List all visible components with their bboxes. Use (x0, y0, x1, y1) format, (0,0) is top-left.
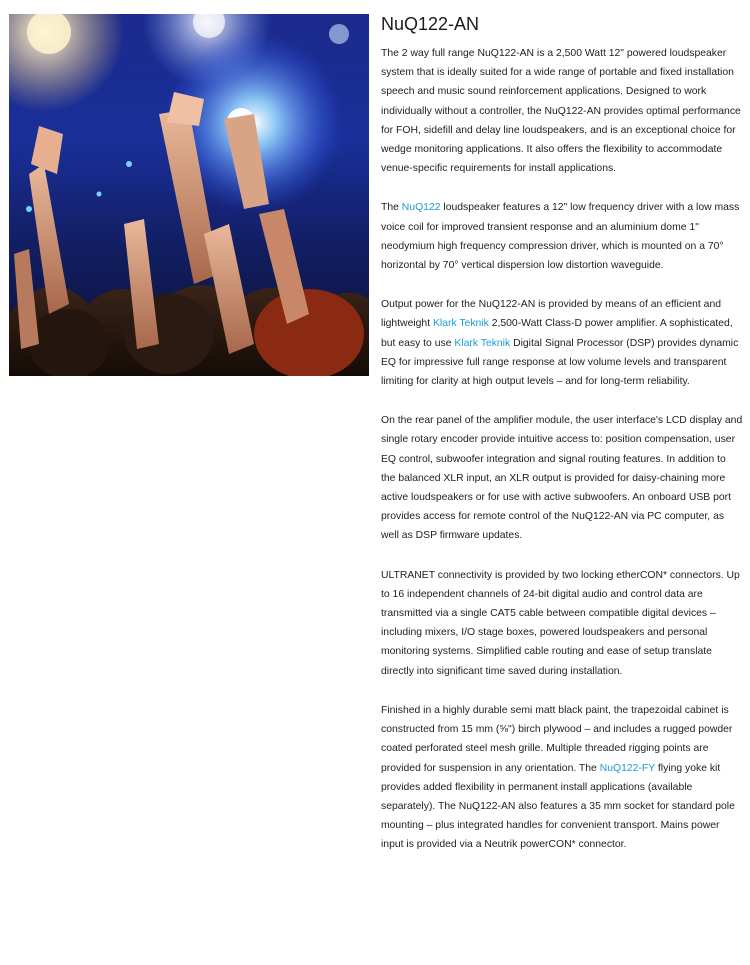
product-description (381, 10, 743, 875)
concert-photo (9, 14, 369, 376)
paragraph-drivers (381, 198, 743, 275)
paragraph-text: Finished in a highly durable semi matt black paint, the trapezoidal cabinet is constructed from 15 mm (⅝") birch plywood – and includes a rugged powder coated perforated steel mesh grille. Multiple threaded rigging points are provided for suspension in any orientation. The (381, 704, 733, 774)
klark-teknik-link[interactable]: Klark Teknik (454, 337, 511, 349)
concert-photo-icon (9, 14, 369, 376)
paragraph-amplifier (381, 295, 743, 391)
nuq122-link[interactable]: NuQ122 (401, 202, 441, 214)
klark-teknik-link[interactable]: Klark Teknik (432, 318, 489, 330)
paragraph-text: On the rear panel of the amplifier module, the user interface's LCD display and single rotary encoder provide intuitive access to: position compensation, user EQ control, subwoofer integration and signal routing features. In addition to the balanced XLR input, an XLR output is provided for daisy-chaining more active loudspeakers or for use with active subwoofers. An onboard USB port provides access for remote control of the NuQ122-AN via PC computer, as well as DSP firmware updates. (381, 415, 743, 542)
paragraph-text: The (381, 202, 402, 214)
paragraph-text: ULTRANET connectivity is provided by two locking etherCON* connectors. Up to 16 independent channels of 24-bit digital audio and control data are transmitted via a single CAT5 cable between compatible digital devices – including mixers, I/O stage boxes, powered loudspeakers and personal monitoring systems. Simplified cable routing and ease of setup translate directly into significant time saved during installation. (381, 569, 740, 677)
paragraph-text: Digital Signal Processor (DSP) provides dynamic EQ for impressive full range response at low volume levels and transparent limiting for clarity at high output levels – and for long-term reliability. (381, 337, 739, 388)
paragraph-text: The 2 way full range NuQ122-AN is a 2,500 Watt 12" powered loudspeaker system that is ideally suited for a wide range of portable and fixed installation speech and music sound reinforcement applications. Designed to work individually without a controller, the NuQ122-AN provides optimal performance for FOH, sidefill and delay line loudspeakers, and is an exceptional choice for wedge monitoring applications. It also offers the flexibility to accommodate venue-specific requirements for install applications. (381, 48, 741, 175)
paragraph-overview (381, 44, 743, 178)
paragraph-text: flying yoke kit provides added flexibility in permanent install applications (available separately). The NuQ122-AN also features a 35 mm socket for standard pole mounting – plus integrated handles for convenient transport. Mains power input is provided via a Neutrik powerCON* connector. (381, 762, 735, 851)
paragraph-ultranet (381, 566, 743, 681)
paragraph-text: 2,500-Watt Class-D power amplifier. A sophisticated, but easy to use (381, 318, 733, 349)
paragraph-text: Output power for the NuQ122-AN is provided by means of an efficient and lightweight (381, 299, 722, 330)
nuq122-fy-link[interactable]: NuQ122-FY (599, 762, 655, 774)
paragraph-rear-panel (381, 411, 743, 545)
paragraph-text: loudspeaker features a 12" low frequency driver with a low mass voice coil for improved transient response and an aluminium dome 1" neodymium high frequency compression driver, which is mounted on a 70° horizontal by 70° vertical dispersion low distortion waveguide. (381, 202, 740, 272)
page-title: NuQ122-AN (381, 14, 480, 34)
paragraph-cabinet (381, 701, 743, 855)
